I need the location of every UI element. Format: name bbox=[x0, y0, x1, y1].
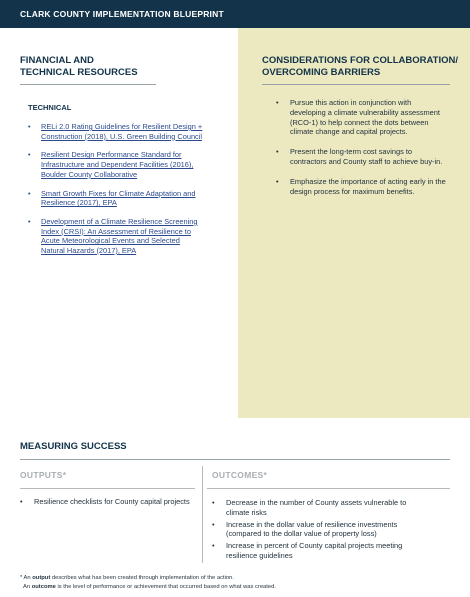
technical-subheading: TECHNICAL bbox=[28, 103, 72, 112]
footnote-definition: is the level of performance or achievement that occurred based on what was created. bbox=[55, 583, 276, 590]
resource-link-reli[interactable]: RELi 2.0 Rating Guidelines for Resilient Design + Construction (2018), U.S. Green Building Council bbox=[41, 122, 203, 141]
list-item bbox=[20, 497, 195, 507]
consideration-text: Pursue this action in conjunction with developing a climate vulnerability assessment (RCO-1) to help connect the dots between climate change and capital projects. bbox=[290, 98, 440, 137]
footnote-term-output: output bbox=[32, 575, 51, 581]
list-item bbox=[276, 98, 446, 137]
bullet-icon: • bbox=[28, 188, 31, 198]
outputs-list bbox=[20, 497, 195, 509]
bullet-icon: • bbox=[276, 147, 279, 157]
financial-heading-line1: FINANCIAL AND bbox=[20, 55, 94, 66]
outputs-rule bbox=[20, 488, 195, 489]
bullet-icon: • bbox=[28, 216, 31, 226]
bullet-icon: • bbox=[212, 498, 215, 507]
footnote-term-outcome: outcome bbox=[31, 583, 56, 590]
footnote-prefix: * An bbox=[20, 575, 33, 581]
column-divider bbox=[202, 466, 203, 563]
list-item bbox=[212, 541, 427, 561]
financial-heading-line2: TECHNICAL RESOURCES bbox=[20, 67, 138, 78]
page-header bbox=[0, 0, 470, 28]
bullet-icon: • bbox=[212, 541, 215, 551]
bullet-icon: • bbox=[28, 150, 31, 160]
financial-heading bbox=[20, 55, 138, 79]
considerations-heading-line2: OVERCOMING BARRIERS bbox=[262, 67, 381, 78]
bullet-icon: • bbox=[276, 176, 279, 186]
considerations-heading-rule bbox=[262, 84, 450, 85]
output-text: Resilience checklists for County capital projects bbox=[34, 497, 190, 506]
outputs-title: OUTPUTS* bbox=[20, 470, 67, 480]
considerations-panel bbox=[238, 28, 470, 418]
outcome-text: Increase in percent of County capital projects meeting resilience guidelines bbox=[226, 541, 403, 560]
bullet-icon: • bbox=[28, 122, 31, 131]
header-title: CLARK COUNTY IMPLEMENTATION BLUEPRINT bbox=[20, 9, 224, 19]
list-item bbox=[212, 520, 427, 540]
bullet-icon: • bbox=[20, 497, 23, 506]
list-item bbox=[28, 122, 203, 141]
footnote-line-outcome bbox=[20, 583, 440, 592]
measuring-success-rule bbox=[20, 459, 450, 460]
list-item bbox=[276, 147, 446, 167]
list-item bbox=[28, 189, 203, 208]
footnote-definition: describes what has been created through implementation of the action. bbox=[50, 575, 234, 581]
considerations-list bbox=[276, 98, 446, 206]
financial-heading-rule bbox=[20, 84, 156, 85]
bullet-icon: • bbox=[276, 98, 279, 107]
outcome-text: Increase in the dollar value of resilience investments (compared to the dollar value of property loss) bbox=[226, 519, 398, 539]
outcomes-title: OUTCOMES* bbox=[212, 470, 268, 480]
resource-link-resilient-design-standard[interactable]: Resilient Design Performance Standard for Infrastructure and Dependent Facilities (2016), Boulder County Collaborative bbox=[41, 150, 194, 179]
outcomes-rule bbox=[207, 488, 450, 489]
considerations-heading bbox=[262, 55, 458, 79]
consideration-text: Emphasize the importance of acting early in the design process for maximum benefits. bbox=[290, 176, 446, 196]
footnote-prefix: An bbox=[23, 583, 32, 590]
measuring-success-heading: MEASURING SUCCESS bbox=[20, 441, 127, 452]
outcome-text: Decrease in the number of County assets vulnerable to climate risks bbox=[226, 498, 407, 517]
consideration-text: Present the long-term cost savings to contractors and County staff to achieve buy-in. bbox=[290, 147, 443, 166]
list-item bbox=[28, 217, 203, 256]
considerations-heading-line1: CONSIDERATIONS FOR COLLABORATION/ bbox=[262, 55, 458, 66]
resource-link-crsi[interactable]: Development of a Climate Resilience Screening Index (CRSI): An Assessment of Resilience to Acute Meteorological Events and Selected Natural Hazards (2017), EPA bbox=[41, 216, 198, 256]
outcomes-list bbox=[212, 498, 427, 563]
footnote-line-output bbox=[20, 574, 440, 583]
footnote bbox=[20, 574, 440, 591]
list-item bbox=[28, 150, 203, 179]
list-item bbox=[212, 498, 427, 518]
list-item bbox=[276, 177, 446, 197]
bullet-icon: • bbox=[212, 519, 215, 529]
technical-resource-list bbox=[28, 122, 203, 265]
resource-link-smart-growth[interactable]: Smart Growth Fixes for Climate Adaptation and Resilience (2017), EPA bbox=[41, 188, 196, 208]
